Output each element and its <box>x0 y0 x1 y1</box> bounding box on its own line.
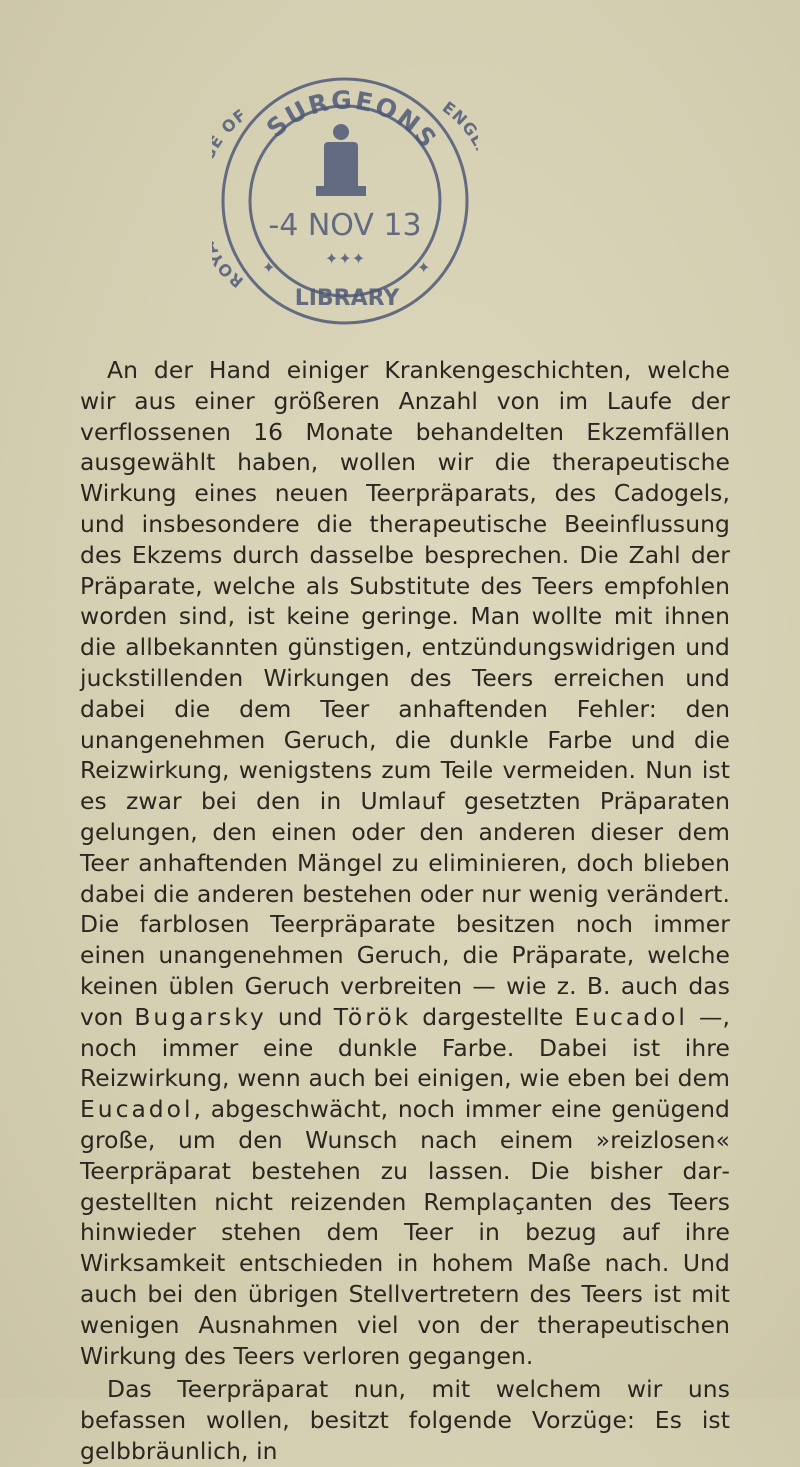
stamp-top-text: SURGEONS <box>260 85 444 155</box>
paragraph-1-part-4: —, noch immer eine dunkle Farbe. Dabei ist ihre Reizwirkung, wenn auch bei einigen, wie eben bei dem <box>80 1002 730 1093</box>
stamp-ornament: ✦✦✦ <box>324 249 366 268</box>
paragraph-1 <box>80 355 730 1371</box>
stamp-left-text: RO OF <box>213 104 251 292</box>
paragraph-1-part-1: An der Hand einiger Krankengeschichten, welche wir aus einer größeren Anzahl von im Laufe der verflossenen 16 Monate behandelten Ekzemfällen ausgewählt haben, wollen wir die therapeutische Wirkung eines neuen Teerpräparats, des Cadogels, und insbesondere die therapeutische Beeinflussung des Ekzems durch dasselbe besprechen. Die Zahl der Präparate, welche als Substitute des Teers empfohlen worden sind, ist keine geringe. Man wollte mit ihnen die allbekannten günstigen, entzündungswidrigen und juckstillenden Wirkungen des Teers erreichen und dabei die dem Teer anhaftenden Fehler: den unangenehmen Geruch, die dunkle Farbe und die Reizwirkung, wenigstens zum Teile vermeiden. Nun ist es zwar bei den in Umlauf gesetzten Präparaten gelungen, den einen oder den anderen dieser dem Teer anhaftenden Mängel zu eliminieren, doch blieben dabei die anderen bestehen oder nur wenig verändert. Die farblosen Teerpräparate besitzen noch immer einen unangenehmen Geruch, die Präparate, welche keinen üblen Geruch verbreiten — wie z. B. auch das von <box>80 356 730 1031</box>
author-name-torok: Török <box>333 1002 412 1031</box>
stamp-date: -4 NOV 13 <box>268 208 422 243</box>
author-name-bugarsky: Bugarsky <box>134 1002 267 1031</box>
stamp-right-text: EN <box>438 97 472 130</box>
stamp-emblem <box>316 124 366 196</box>
paragraph-1-part-2: und <box>266 1002 334 1031</box>
paragraph-1-part-5: , abgeschwächt, noch immer eine genügend große, um den Wunsch nach einem »reizlosen« Teerpräparat bestehen zu lassen. Die bisher dargestellten nicht reizenden Remplaçanten des Teers hinwieder stehen dem Teer in bezug auf ihre Wirksamkeit entschieden in hohem Maße nach. Und auch bei den übrigen Stellvertretern des Teers ist mit wenigen Ausnahmen viel von der therapeutischen Wirkung des Teers verloren gegangen. <box>80 1095 730 1370</box>
stamp-star-left: ✦ <box>262 258 276 277</box>
paragraph-2: Das Teerpräparat nun, mit welchem wir uns befassen wollen, besitzt folgende Vorzüge: Es ist gelbbräunlich, in <box>80 1375 730 1465</box>
product-name-eucadol-2: Eucadol <box>80 1095 194 1124</box>
stamp-bottom-text: LIBRARY <box>294 286 400 311</box>
product-name-eucadol: Eucadol <box>574 1002 688 1031</box>
paragraph-1-part-3: dargestellte <box>411 1002 575 1031</box>
stamp-star-right: ✦ <box>417 258 431 277</box>
svg-text:ENGLAND <box>439 98 478 189</box>
body-text <box>80 355 730 1467</box>
library-stamp <box>212 70 478 332</box>
